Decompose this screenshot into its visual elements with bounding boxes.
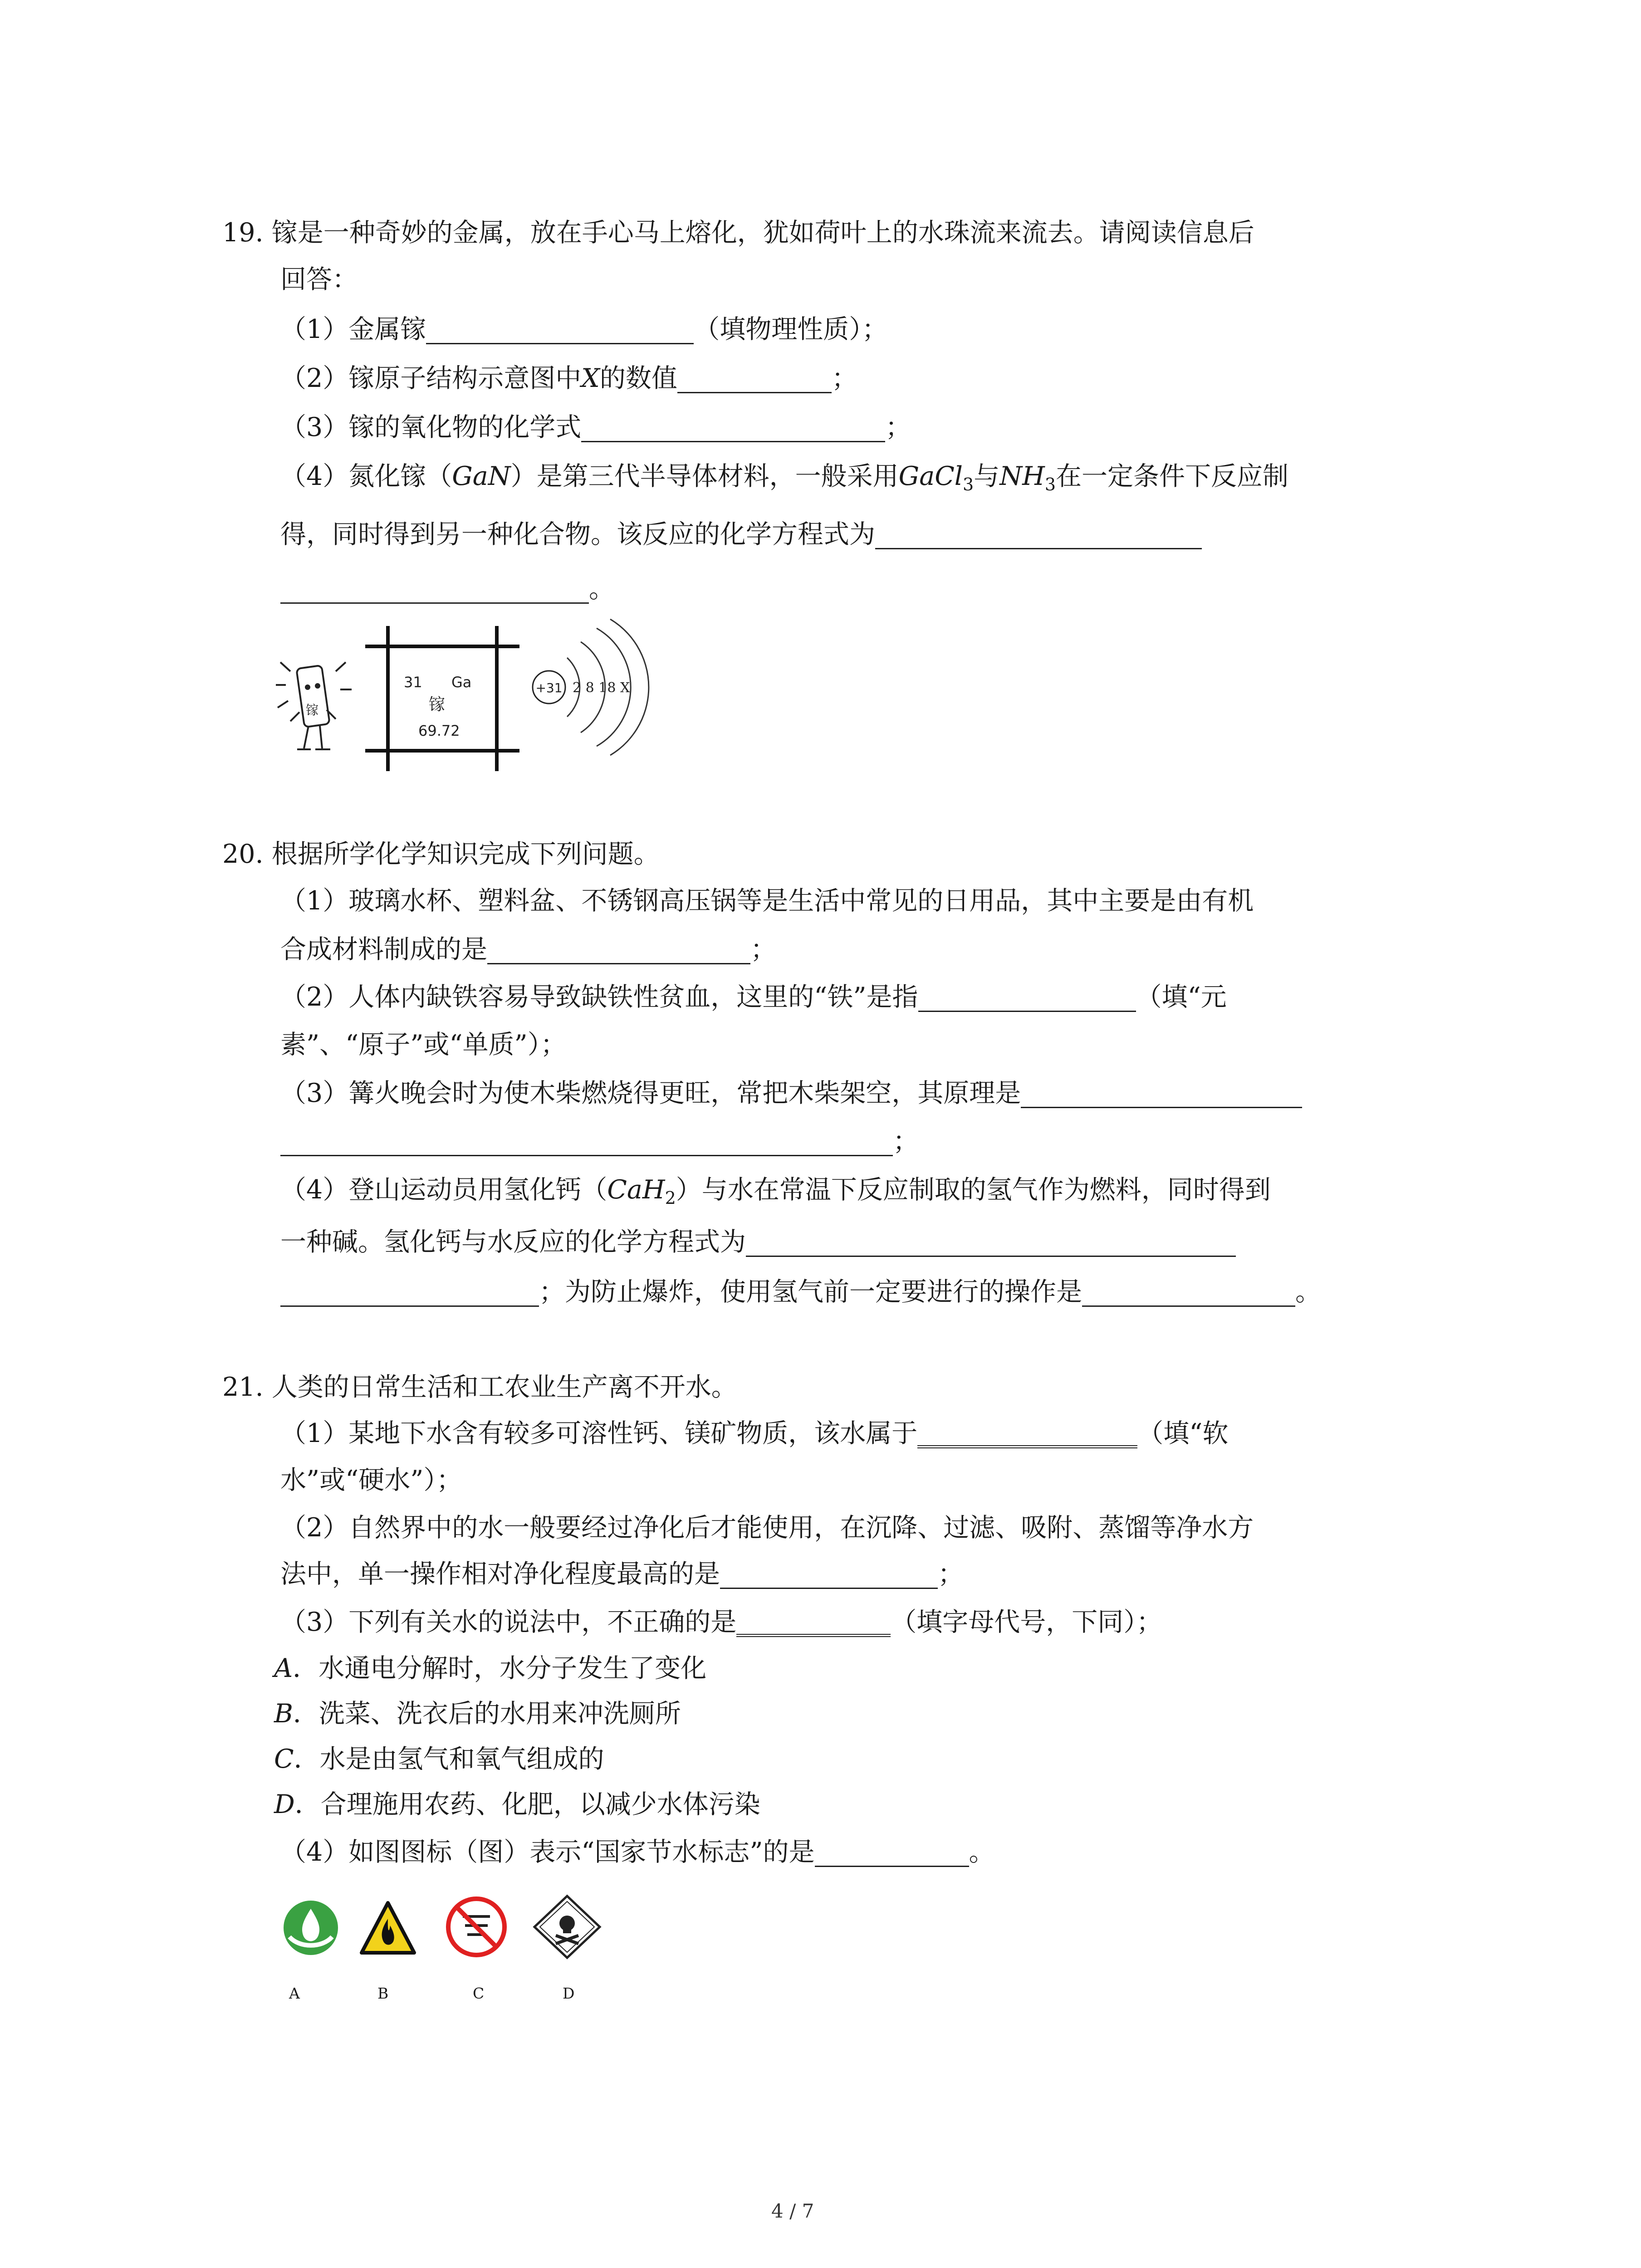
q21-part2-line2: 法中，单一操作相对净化程度最高的是 ； bbox=[280, 1559, 964, 1589]
toxic-skull-icon[interactable] bbox=[534, 1896, 600, 1958]
gallium-figure bbox=[272, 617, 662, 780]
q20-part4-line2: 一种碱。氢化钙与水反应的化学方程式为 bbox=[280, 1225, 1236, 1259]
answer-blank-20-4b[interactable] bbox=[280, 1278, 539, 1307]
q19-part4-line3: 。 bbox=[280, 572, 615, 606]
q20-part4: （4）登山运动员用氢化钙（CaH$_2$）与水在常温下反应制取的氢气作为燃料，同时得到 bbox=[280, 1175, 1271, 1208]
icon-label-c: C bbox=[473, 1984, 485, 2002]
q21-part1: （1）某地下水含有较多可溶性钙、镁矿物质，该水属于 （填“软 bbox=[280, 1418, 1229, 1448]
answer-blank-21-1[interactable] bbox=[917, 1418, 1137, 1448]
q21-number: 21. bbox=[222, 1372, 264, 1402]
prohibition-icon[interactable] bbox=[448, 1899, 505, 1955]
q19-part3: （3）镓的氧化物的化学式 ； bbox=[280, 412, 911, 442]
q20-part3: （3）篝火晚会时为使木柴燃烧得更旺，常把木柴架空，其原理是 bbox=[280, 1076, 1302, 1110]
electron-shells: 2 8 18 X bbox=[573, 680, 630, 696]
q21-line1: 21. 人类的日常生活和工农业生产离不开水。 bbox=[222, 1372, 737, 1402]
q20-part1: （1）玻璃水杯、塑料盆、不锈钢高压锅等是生活中常见的日用品，其中主要是由有机 bbox=[280, 886, 1254, 916]
q21-part1-line2: 水”或“硬水”）； bbox=[280, 1465, 462, 1495]
option-a[interactable]: A．水通电分解时，水分子发生了变化 bbox=[274, 1653, 707, 1683]
answer-blank-20-4c[interactable] bbox=[1082, 1278, 1295, 1307]
q21-part3: （3）下列有关水的说法中，不正确的是 （填字母代号，下同）； bbox=[280, 1607, 1162, 1637]
answer-blank-21-4[interactable] bbox=[815, 1838, 969, 1867]
answer-blank-19-4b[interactable] bbox=[280, 575, 589, 604]
answer-blank-20-3b[interactable] bbox=[280, 1128, 893, 1156]
nucleus-charge: +31 bbox=[535, 680, 563, 695]
q19-part2: （2）镓原子结构示意图中X的数值 ； bbox=[280, 363, 857, 393]
element-symbol: Ga bbox=[451, 674, 472, 691]
page-number: 4 / 7 bbox=[771, 2200, 814, 2222]
q19-part1: （1）金属镓 （填物理性质）； bbox=[280, 314, 888, 344]
q21-part2: （2）自然界中的水一般要经过净化后才能使用，在沉降、过滤、吸附、蒸馏等净水方 bbox=[280, 1513, 1254, 1543]
option-c[interactable]: C．水是由氢气和氧气组成的 bbox=[274, 1744, 604, 1774]
q19-line2: 回答： bbox=[280, 264, 358, 294]
q19-stem: 镓是一种奇妙的金属，放在手心马上熔化，犹如荷叶上的水珠流来流去。请阅读信息后 bbox=[271, 218, 1254, 248]
answer-blank-20-2[interactable] bbox=[918, 983, 1136, 1012]
cartoon-label: 镓 bbox=[305, 703, 319, 718]
atomic-number: 31 bbox=[404, 674, 422, 691]
q19-number: 19. bbox=[222, 218, 264, 248]
icon-label-b: B bbox=[377, 1984, 389, 2002]
option-d[interactable]: D．合理施用农药、化肥，以减少水体污染 bbox=[274, 1789, 760, 1819]
element-name: 镓 bbox=[429, 695, 446, 714]
answer-blank-20-1[interactable] bbox=[487, 936, 750, 964]
answer-blank-20-4a[interactable] bbox=[746, 1228, 1236, 1257]
q21-part4: （4）如图图标（图）表示“国家节水标志”的是 。 bbox=[280, 1837, 995, 1867]
answer-blank-20-3a[interactable] bbox=[1021, 1080, 1302, 1108]
q19-line1 bbox=[222, 215, 1254, 250]
flammable-warning-icon[interactable] bbox=[362, 1903, 414, 1953]
answer-blank-19-1[interactable] bbox=[426, 316, 694, 344]
water-saving-icon[interactable] bbox=[284, 1901, 338, 1955]
option-b[interactable]: B．洗菜、洗衣后的水用来冲洗厕所 bbox=[274, 1699, 681, 1729]
answer-blank-19-4a[interactable] bbox=[875, 521, 1202, 549]
q20-part2-line2: 素”、“原子”或“单质”）； bbox=[280, 1030, 567, 1060]
icon-label-a: A bbox=[289, 1984, 300, 2002]
icon-label-d: D bbox=[563, 1984, 575, 2002]
q19-part4-line2: 得，同时得到另一种化合物。该反应的化学方程式为 bbox=[280, 517, 1202, 552]
q20-line1: 20. 根据所学化学知识完成下列问题。 bbox=[222, 839, 660, 869]
q20-part1-line2: 合成材料制成的是 ； bbox=[280, 934, 776, 964]
q20-part4-line3: ；为防止爆炸，使用氢气前一定要进行的操作是 。 bbox=[280, 1275, 1321, 1309]
answer-blank-19-2[interactable] bbox=[677, 365, 832, 393]
q20-part3-line2: ； bbox=[280, 1124, 919, 1158]
answer-blank-21-2[interactable] bbox=[720, 1560, 938, 1589]
q19-part4: （4）氮化镓（GaN）是第三代半导体材料，一般采用GaCl$_3$与$NH_3$在一定条件下反应制 bbox=[280, 461, 1288, 494]
answer-blank-21-3[interactable] bbox=[736, 1607, 891, 1637]
sign-icons bbox=[277, 1892, 631, 2014]
q20-part2: （2）人体内缺铁容易导致缺铁性贫血，这里的“铁”是指 （填“元 bbox=[280, 982, 1227, 1012]
answer-blank-19-3[interactable] bbox=[581, 414, 885, 442]
q20-number: 20. bbox=[222, 839, 264, 869]
atomic-mass: 69.72 bbox=[418, 722, 460, 739]
